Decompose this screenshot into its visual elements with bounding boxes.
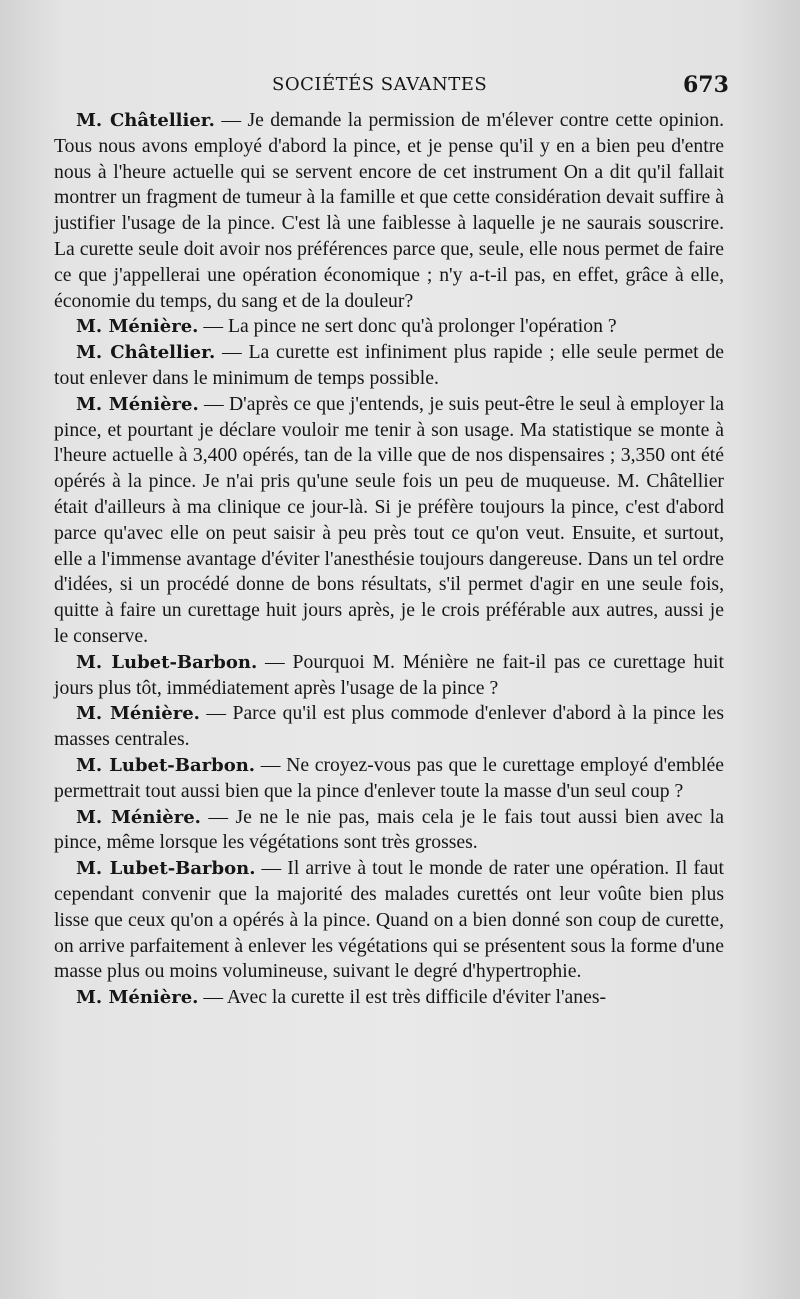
paragraph-text: — Ne croyez-vous pas que le curettage employé d'emblée permettrait tout aussi bien que la pince d'enlever toute la masse d'un seul coup ? — [54, 753, 724, 802]
paragraph-text: — Il arrive à tout le monde de rater une opération. Il faut cependant convenir que la majorité des malades curettés ont leur voûte bien plus lisse que ceux qu'on a opérés à la pince. Quand on a bien donné son coup de curette, on arrive parfaitement à enlever les végétations qui se présentent sous la forme d'une masse plus ou moins volumineuse, suivant le degré d'hypertrophie. — [54, 857, 724, 983]
paragraph — [54, 701, 724, 753]
paragraph-text: — La curette est infiniment plus rapide ; elle seule permet de tout enlever dans le minimum de temps possible. — [54, 341, 724, 389]
speaker-name: M. Châtellier. — [76, 342, 216, 364]
speaker-name: M. Ménière. — [76, 806, 201, 828]
paragraph-text: — Je demande la permission de m'élever contre cette opinion. Tous nous avons employé d'abord la pince, et je pense qu'il y en a bien peu d'entre nous à l'heure actuelle qui se servent encore de cet instrument On a dit qu'il fallait montrer un fragment de tumeur à la famille et que cette considération devait suffire à justifier l'usage de la pince. C'est là une faiblesse à laquelle je ne saurais souscrire. La curette seule doit avoir nos préférences parce que, seule, elle nous permet de faire ce que j'appellerai une opération économique ; n'y a-t-il pas, en effet, grâce à elle, économie du temps, du sang et de la douleur? — [54, 109, 725, 312]
page-header — [0, 74, 800, 104]
paragraph — [54, 650, 724, 702]
paragraph — [54, 340, 724, 392]
paragraph — [54, 856, 724, 985]
page-number: 673 — [683, 72, 729, 98]
paragraph-text: — Avec la curette il est très difficile d'éviter l'anes- — [203, 986, 607, 1009]
speaker-name: M. Ménière. — [76, 316, 199, 338]
paragraph — [54, 108, 724, 314]
paragraph-text: — La pince ne sert donc qu'à prolonger l'opération ? — [203, 315, 617, 338]
paragraph — [54, 392, 724, 650]
speaker-name: M. Lubet-Barbon. — [76, 754, 256, 776]
paragraph-text: — Parce qu'il est plus commode d'enlever d'abord à la pince les masses centrales. — [54, 702, 724, 751]
paragraph-text: — Pourquoi M. Ménière ne fait-il pas ce curettage huit jours plus tôt, immédiatement après l'usage de la pince ? — [54, 650, 724, 699]
paragraph — [54, 985, 724, 1011]
speaker-name: M. Lubet-Barbon. — [76, 858, 256, 880]
paragraph — [54, 753, 724, 805]
speaker-name: M. Lubet-Barbon. — [76, 651, 258, 673]
paragraph-text: — Je ne le nie pas, mais cela je le fais tout aussi bien avec la pince, même lorsque les végétations sont très grosses. — [54, 805, 725, 854]
speaker-name: M. Ménière. — [76, 987, 199, 1009]
paragraph — [54, 805, 724, 857]
page-body — [54, 108, 724, 1011]
speaker-name: M. Ménière. — [76, 393, 199, 415]
speaker-name: M. Ménière. — [76, 703, 200, 725]
running-title: SOCIÉTÉS SAVANTES — [272, 74, 488, 95]
speaker-name: M. Châtellier. — [76, 110, 215, 131]
paragraph-text: — D'après ce que j'entends, je suis peut-être le seul à employer la pince, et pourtant je déclare vouloir me tenir à son usage. Ma statistique se monte à l'heure actuelle à 3,400 opérés, tan de la ville que de nos dispensaires ; 3,350 ont été opérés à la pince. Je n'ai pris qu'une seule fois un peu de muqueuse. M. Châtellier était d'ailleurs à ma clinique ce jour-là. Si je préfère toujours la pince, c'est d'abord parce qu'avec elle on peut saisir à peu près tout ce qu'on veut. Ensuite, et surtout, elle a l'immense avantage d'éviter l'anesthésie toujours dangereuse. Dans un tel ordre d'idées, si un procédé donne de bons résultats, s'il permet d'agir en une seule fois, quitte à faire un curettage huit jours après, je le crois préférable aux autres, aussi je le conserve. — [54, 392, 724, 647]
paragraph — [54, 314, 724, 340]
